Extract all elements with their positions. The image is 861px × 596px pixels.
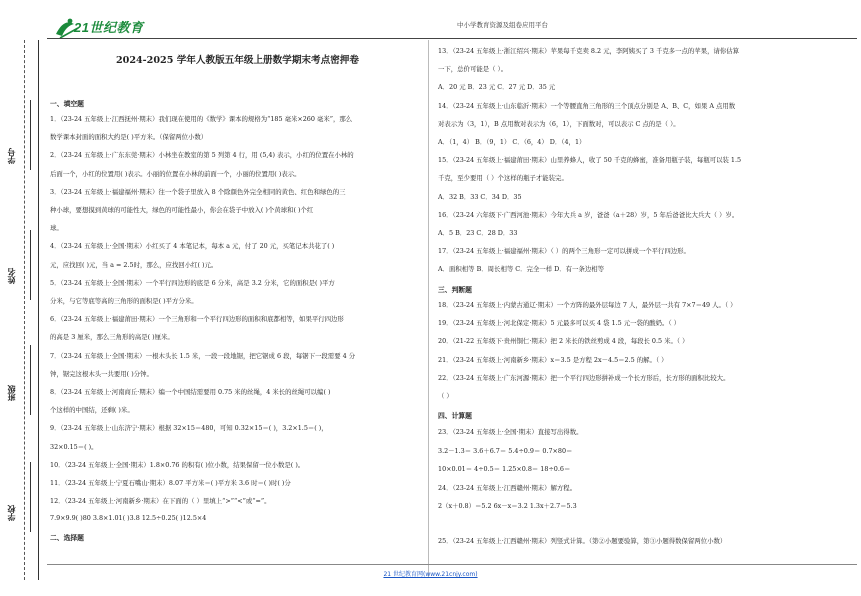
question-line: 8．（23-24 五年级上·河南商丘·期末）编一个中国结需要用 0.75 米的丝绳，4 米长的丝绳可以编( ) (50, 388, 331, 396)
question-line: 元，应找回( )元，当 a = 2.5时，那么，应找回小红( )元。 (50, 260, 218, 269)
question-line: A．20 元 B．23 元 C．27 元 D．35 元 (438, 83, 556, 92)
question-line: 球。 (50, 224, 63, 233)
exam-title: 2024-2025 学年人教版五年级上册数学期末考点密押卷 (115, 55, 359, 66)
footer-rule (47, 564, 857, 565)
binding-label-school: 学校 (7, 505, 16, 521)
question-line: 2．（23-24 五年级上·广东东莞·期末）小林坐在教室的第 5 列第 4 行，用 (5,4) 表示，小红的位置在小林的 (50, 151, 354, 160)
section-heading-choice: 二、选择题 (50, 534, 84, 542)
question-line: 19．（23-24 五年级上·河北保定·期末）5 元最多可以买 4 袋 1.5 元一袋的酸奶。（ ） (438, 319, 681, 328)
question-line: 5．（23-24 五年级上·全国·期末）一个平行四边形的底是 6 分米，高是 3.2 分米，它的面积是( )平方 (50, 278, 335, 287)
section-heading-fill-blank: 一、填空题 (50, 100, 84, 108)
header-rule (47, 38, 857, 39)
question-line: 对表示为（3，1），B 点用数对表示为（6，1），下面数对，可以表示 C 点的是（ ）。 (438, 119, 680, 128)
question-line: 3.2－1.3＝ 3.6＋6.7＝ 5.4÷0.9＝ 0.7×80＝ (438, 446, 573, 455)
question-line: 7．（23-24 五年级上·全国·期末）一根木头长 1.5 米，一段一段地锯，把它锯成 6 段，每锯下一段需要 4 分 (50, 351, 356, 360)
question-line: A．面积相等 B．周长相等 C．完全一样 D．有一条边相等 (438, 265, 605, 274)
footer-link[interactable]: 21 世纪教育网(www.21cnjy.com) (383, 571, 478, 578)
question-line: 7.9×9.9( )80 3.8×1.01( )3.8 12.5÷0.25( )12.5×4 (50, 514, 207, 523)
question-line: 20．（21-22 五年级下·贵州铜仁·期末）把 2 米长的铁丝剪成 4 段，每段长 0.5 米。（ ） (438, 337, 689, 346)
question-line: 2（x＋0.8）＝5.2 6x－x＝3.2 1.3x＋2.7＝5.3 (438, 502, 577, 511)
question-line: 1．（23-24 五年级上·江西抚州·期末）我们现在使用的《数学》课本的规格为“185 毫米×260 毫米”，那么 (50, 115, 353, 123)
column-separator (428, 40, 429, 578)
question-line: 10．（23-24 五年级上·全国·期末）1.8×0.76 的积有( )位小数，结果保留一位小数是( )。 (50, 460, 305, 469)
section-heading-calc: 四、计算题 (438, 412, 472, 420)
question-line: 10×0.01＝ 4÷0.5＝ 1.25×0.8＝ 18÷0.6＝ (438, 465, 571, 474)
question-line: 23．（23-24 五年级上·全国·期末）直接写出得数。 (438, 428, 583, 436)
question-line: 14．（23-24 五年级上·山东临沂·期末）一个等腰直角三角形的三个顶点分别是 A、B、C，如果 A 点用数 (438, 101, 736, 110)
question-line: 12．（23-24 五年级上·河南新乡·期末）在下面的（ ）里填上“>”“<”或“=”。 (50, 497, 271, 506)
binding-dashed-line (24, 40, 25, 580)
question-line: 13．（23-24 五年级上·浙江绍兴·期末）苹果每千克卖 8.2 元，李阿姨买了 3 千克多一点的苹果，请你估算 (438, 47, 740, 55)
question-line: A．5 B．23 C．28 D．33 (438, 229, 518, 237)
question-line: 11．（23-24 五年级上·宁夏石嘴山·期末）8.07 平方米＝( )平方米 3.6 时＝( )时( )分 (50, 479, 291, 487)
binding-solid-line (38, 40, 39, 580)
question-line: 9．（23-24 五年级上·山东济宁·期末）根据 32×15＝480，可知 0.32×15＝( )，3.2×1.5＝( )， (50, 424, 328, 433)
question-line: 分米，与它等底等高的三角形的面积是( )平方分米。 (50, 297, 198, 305)
question-line: 25．（23-24 五年级上·江西赣州·期末）列竖式计算。（第②小题要验算，第③小题得数保留两位小数） (438, 537, 727, 545)
binding-label-class: 班级 (7, 385, 16, 401)
question-line: 21．（23-24 五年级上·河南新乡·期末）x＝3.5 是方程 2x－4.5＝2.5 的解。（ ） (438, 355, 668, 364)
question-line: 15．（23-24 五年级上·福建莆田·期末）山里养蜂人，收了 50 千克的蜂蜜，准备用瓶子装，每瓶可以装 1.5 (438, 156, 742, 165)
question-line: 16．（23-24 六年级下·广西河池·期末）今年大兵 a 岁，爸爸（a＋28）岁，5 年后爸爸比大兵大（ ）岁。 (438, 210, 739, 219)
binding-fill-line-class (30, 345, 31, 415)
binding-label-name: 姓名 (7, 268, 16, 284)
question-line: 千克，至少要用（ ）个这样的瓶子才能装完。 (438, 174, 568, 183)
question-line: 32×0.15＝( )。 (50, 442, 98, 451)
question-line: 22．（23-24 五年级上·广东河源·期末）把一个平行四边形拼补成一个长方形后，长方形的面积比较大。 (438, 373, 730, 382)
binding-fill-line-student-id (30, 100, 31, 170)
question-line: 的高是 3 厘米，那么三角形的高是( )厘米。 (50, 333, 174, 342)
question-line: 18．（23-24 五年级上·内蒙古通辽·期末）一个方阵的最外层每边 7 人，最外层一共有 7×7＝49 人。（ ） (438, 301, 737, 309)
question-line: 17．（23-24 五年级上·福建福州·期末）（ ）的两个三角形一定可以拼成一个平行四边形。 (438, 247, 690, 256)
question-line: （ ） (438, 392, 453, 400)
question-line: 6．（23-24 五年级上·福建莆田·期末）一个三角形和一个平行四边形的面积和底都相等，如果平行四边形 (50, 315, 344, 324)
question-line: 一下，总价可能是（ ）。 (438, 65, 508, 74)
question-line: A．（1，4） B．（9，1） C．（6，4） D．（4，1） (438, 138, 586, 146)
question-line: 3．（23-24 五年级上·福建福州·期末）往一个袋子里放入 8 个除颜色外完全相同的黄色、红色和绿色的三 (50, 187, 346, 196)
question-line: 钟，锯完这根木头一共要用( )分钟。 (50, 369, 153, 378)
logo-text: 21世纪教育 (74, 20, 144, 35)
question-line: 种小球，要想摸到黄球的可能性大，绿色的可能性最小，你会在袋子中放入( )个黄球和( )个红 (50, 206, 314, 214)
question-line: A．32 B．33 C．34 D．35 (438, 192, 522, 201)
header-platform-text: 中小学教育资源及组卷应用平台 (457, 21, 548, 29)
question-line: 24．（23-24 五年级上·江西赣州·期末）解方程。 (438, 483, 577, 492)
binding-label-student-id: 学号 (7, 148, 16, 164)
question-line: 后面一个，小红的位置用( )表示。小丽的位置在小林的前面一个，小丽的位置用( )表示。 (50, 169, 301, 178)
section-heading-judge: 三、判断题 (438, 286, 472, 294)
binding-fill-line-school (30, 462, 31, 532)
question-line: 数学课本封面的面积大约是( )平方米。（保留两位小数） (50, 133, 208, 142)
question-line: 个这样的中国结，还剩( )米。 (50, 406, 134, 415)
binding-fill-line-name (30, 230, 31, 300)
question-line: 4．（23-24 五年级上·全国·期末）小红买了 4 本笔记本，每本 a 元，付了 20 元，买笔记本共花了( ) (50, 242, 335, 251)
